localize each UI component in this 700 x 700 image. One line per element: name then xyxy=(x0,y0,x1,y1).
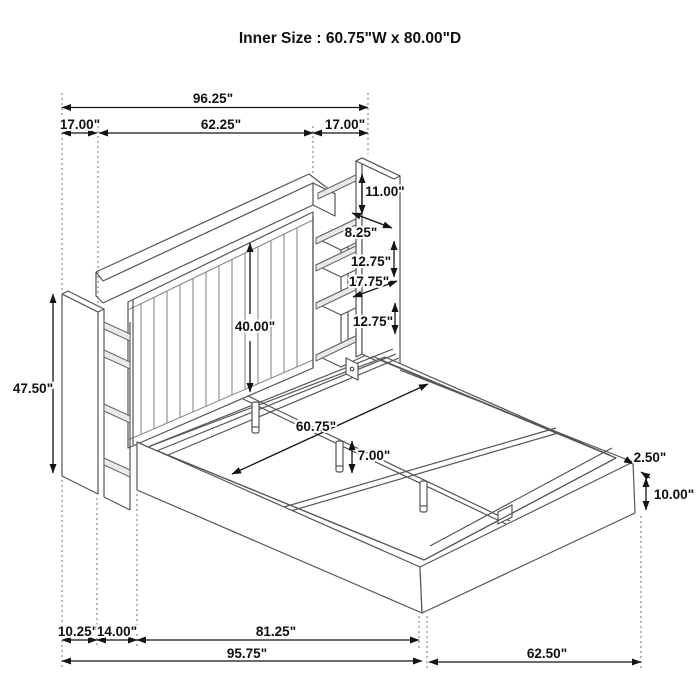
dim-inner-depth: 62.50" xyxy=(526,646,568,661)
dim-upper-shelf-opening: 12.75" xyxy=(350,254,392,269)
dim-overall-width: 96.25" xyxy=(192,91,234,106)
dim-rail-lip: 2.50" xyxy=(633,450,667,465)
dim-middle-shelf-opening: 17.75" xyxy=(348,274,390,289)
dim-right-pier-width: 17.00" xyxy=(324,117,366,132)
dim-center-leg-height: 7.00" xyxy=(357,448,391,463)
dim-shelf-depth: 8.25" xyxy=(344,225,378,240)
dim-pier-depth: 10.25" xyxy=(57,624,99,639)
dim-pier-to-frame-gap: 14.00" xyxy=(96,624,138,639)
dim-inner-width: 60.75" xyxy=(295,419,337,434)
left-pier-drawing xyxy=(62,291,130,510)
dim-overall-depth: 95.75" xyxy=(226,646,268,661)
dim-headboard-height: 40.00" xyxy=(234,319,276,334)
dim-lower-shelf-opening: 12.75" xyxy=(352,314,394,329)
dim-side-rail-height: 10.00" xyxy=(653,487,695,502)
diagram-title: Inner Size : 60.75"W x 80.00"D xyxy=(238,30,462,47)
dim-pier-height: 47.50" xyxy=(12,381,54,396)
dim-left-pier-width: 17.00" xyxy=(59,117,101,132)
dim-side-rail-length: 81.25" xyxy=(255,624,297,639)
dim-headboard-width: 62.25" xyxy=(200,117,242,132)
dim-pier-top-opening: 11.00" xyxy=(365,184,405,199)
